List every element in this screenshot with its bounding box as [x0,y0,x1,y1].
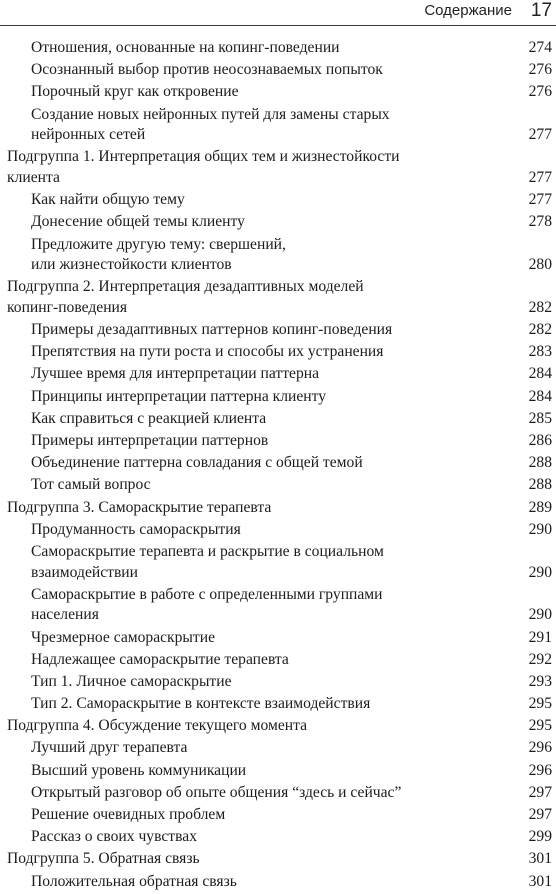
toc-entry-page: 301 [528,850,552,868]
toc-subsection-entry [0,105,556,146]
toc-subsection-entry [0,585,556,626]
toc-entry-title: Принципы интерпретации паттерна клиенту [31,387,327,405]
toc-entry-page: 286 [528,432,552,449]
header-page-number: 17 [530,0,552,21]
toc-entry-title: Надлежащее самораскрытие терапевта [31,650,289,668]
toc-entry-page: 278 [528,213,552,231]
table-of-contents [0,38,556,894]
toc-subsection-entry [0,235,556,276]
toc-subsection-entry [0,475,556,496]
toc-entry-page: 285 [528,409,552,427]
toc-entry-page: 277 [528,168,552,186]
toc-entry-page: 290 [528,563,552,581]
toc-subsection-entry [0,38,556,59]
toc-entry-title: Отношения, основанные на копинг-поведении [31,39,340,56]
toc-entry-page: 297 [528,806,552,823]
toc-entry-page: 282 [528,321,552,339]
toc-subsection-entry [0,82,556,103]
toc-section-entry [0,716,556,737]
toc-section-entry [0,277,556,318]
toc-subsection-entry [0,320,556,341]
toc-entry-title: Создание новых нейронных путей для замены старых нейронных сетей [31,105,390,144]
toc-entry-title: Подгруппа 2. Интерпретация дезадаптивных моделей копинг-поведения [7,278,364,316]
toc-entry-title: Примеры интерпретации паттернов [31,432,269,449]
toc-entry-page: 292 [528,650,552,668]
toc-entry-title: Тот самый вопрос [31,476,151,494]
toc-entry-page: 289 [528,498,552,516]
toc-entry-title: Тип 1. Личное самораскрытие [31,672,232,690]
toc-entry-title: Чрезмерное самораскрытие [31,628,215,646]
toc-entry-page: 283 [528,343,552,361]
toc-entry-page: 274 [528,39,552,56]
toc-subsection-entry [0,738,556,759]
toc-subsection-entry [0,431,556,452]
toc-entry-title: Продуманность самораскрытия [31,520,241,538]
toc-entry-title: Донесение общей темы клиенту [31,213,245,231]
toc-entry-page: 299 [528,828,552,846]
toc-entry-title: Самораскрытие терапевта и раскрытие в социальном взаимодействии [31,542,384,581]
toc-entry-title: Как найти общую тему [31,191,185,209]
toc-subsection-entry [0,364,556,385]
toc-entry-title: Как справиться с реакцией клиента [31,409,267,427]
toc-subsection-entry [0,694,556,715]
header-section-title: Содержание [424,2,512,19]
toc-entry-title: Лучший друг терапевта [31,739,188,757]
toc-entry-page: 296 [528,739,552,757]
toc-entry-title: Подгруппа 4. Обсуждение текущего момента [7,717,308,735]
toc-entry-title: Объединение паттерна совладания с общей темой [31,454,363,472]
toc-subsection-entry [0,872,556,893]
toc-entry-page: 288 [528,476,552,494]
toc-entry-title: Тип 2. Самораскрытие в контексте взаимодействия [31,695,371,713]
toc-subsection-entry [0,761,556,782]
toc-entry-title: Подгруппа 1. Интерпретация общих тем и жизнестойкости клиента [7,148,400,186]
toc-entry-page: 295 [528,695,552,713]
toc-entry-page: 276 [528,83,552,101]
toc-entry-page: 282 [528,298,552,316]
toc-entry-title: Подгруппа 3. Самораскрытие терапевта [7,498,272,516]
toc-subsection-entry [0,387,556,408]
toc-subsection-entry [0,672,556,693]
toc-entry-page: 297 [528,783,552,801]
toc-entry-page: 284 [528,387,552,405]
toc-section-entry [0,498,556,519]
toc-entry-page: 276 [528,61,552,79]
toc-entry-title: Высший уровень коммуникации [31,761,247,779]
toc-subsection-entry [0,783,556,804]
toc-subsection-entry [0,342,556,363]
toc-entry-page: 290 [528,606,552,624]
toc-entry-page: 277 [528,191,552,209]
toc-entry-title: Рассказ о своих чувствах [31,828,197,846]
toc-subsection-entry [0,212,556,233]
toc-entry-page: 293 [528,672,552,690]
toc-entry-page: 280 [528,256,552,274]
toc-subsection-entry [0,650,556,671]
toc-entry-title: Открытый разговор об опыте общения “здесь и сейчас” [31,783,402,801]
toc-entry-title: Порочный круг как откровение [31,83,239,101]
toc-subsection-entry [0,190,556,211]
toc-section-entry [0,849,556,870]
running-header [0,0,556,26]
toc-subsection-entry [0,409,556,430]
toc-subsection-entry [0,805,556,826]
toc-entry-page: 290 [528,520,552,538]
toc-subsection-entry [0,827,556,848]
toc-subsection-entry [0,542,556,583]
toc-entry-page: 291 [528,628,552,646]
toc-entry-page: 296 [528,761,552,779]
toc-entry-page: 301 [528,872,552,890]
toc-subsection-entry [0,60,556,81]
toc-entry-title: Положительная обратная связь [31,872,237,890]
toc-subsection-entry [0,453,556,474]
toc-entry-title: Предложите другую тему: свершений, или жизнестойкости клиентов [31,235,286,274]
toc-entry-title: Решение очевидных проблем [31,806,226,823]
toc-entry-title: Самораскрытие в работе с определенными группами населения [31,585,383,624]
toc-entry-title: Подгруппа 5. Обратная связь [7,850,200,868]
toc-entry-page: 295 [528,717,552,735]
toc-entry-page: 277 [528,126,552,144]
toc-subsection-entry [0,628,556,649]
toc-entry-page: 288 [528,454,552,472]
toc-entry-page: 284 [528,365,552,383]
toc-subsection-entry [0,520,556,541]
toc-entry-title: Примеры дезадаптивных паттернов копинг-поведения [31,321,393,339]
toc-section-entry [0,147,556,188]
toc-entry-title: Лучшее время для интерпретации паттерна [31,365,320,383]
toc-entry-title: Препятствия на пути роста и способы их устранения [31,343,384,361]
toc-entry-title: Осознанный выбор против неосознаваемых попыток [31,61,383,79]
